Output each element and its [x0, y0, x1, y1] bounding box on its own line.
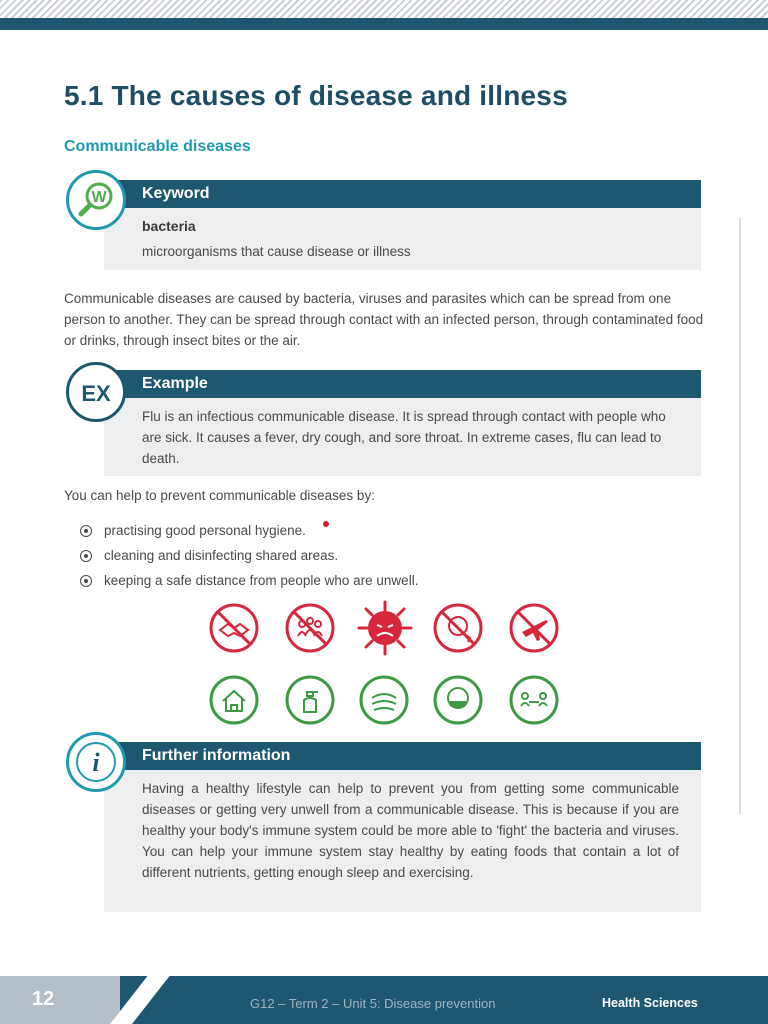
further-information-box: [104, 742, 701, 912]
example-box: [104, 370, 701, 476]
footer-unit-title: G12 – Term 2 – Unit 5: Disease prevention: [250, 996, 496, 1011]
bullet-icon: [80, 550, 92, 562]
keyword-magnifier-icon: [66, 170, 126, 230]
social-distance-icon: [508, 674, 560, 726]
virus-icon: [355, 598, 415, 658]
prevention-intro: You can help to prevent communicable diseases by:: [64, 488, 375, 503]
example-icon: [66, 362, 126, 422]
further-information-header: Further information: [104, 742, 701, 770]
page-title: 5.1 The causes of disease and illness: [64, 80, 568, 111]
info-icon: [66, 732, 126, 792]
further-information-text: Having a healthy lifestyle can help to prevent you from getting some communicable diseases or getting very unwell from a communicable disease. This is because if you are healthy your body's immune system could be more able to 'fight' the bacteria and viruses. You can help your immune system stay healthy by eating foods that contain a lot of different nutrients, getting enough sleep and exercising.: [142, 781, 679, 880]
prevention-list: [80, 518, 418, 593]
hand-washing-icon: [358, 674, 410, 726]
example-text: Flu is an infectious communicable disease. It is spread through contact with people who are sick. It causes a fever, dry cough, and sore throat. In extreme cases, flu can lead to death.: [142, 409, 666, 466]
list-item: practising good personal hygiene.: [80, 518, 418, 543]
page-footer: [0, 976, 768, 1024]
prohibited-actions-icons: [200, 602, 570, 662]
list-item: keeping a safe distance from people who are unwell.: [80, 568, 418, 593]
cursor-marker: [323, 521, 329, 527]
section-heading: Communicable diseases: [64, 138, 251, 155]
example-header: Example: [104, 370, 701, 398]
keyword-definition: microorganisms that cause disease or illness: [142, 244, 411, 259]
keyword-term: bacteria: [142, 218, 196, 234]
intro-paragraph: Communicable diseases are caused by bacteria, viruses and parasites which can be spread from one person to another. They can be spread through contact with an infected person, through contaminated food or drinks, through insect bites or the air.: [64, 291, 704, 348]
page-number: 12: [0, 976, 120, 1024]
no-crowds-icon: [284, 602, 336, 654]
recommended-actions-icons: [200, 674, 570, 734]
footer-subject: Health Sciences: [602, 996, 698, 1010]
example-badge-text: EX: [81, 381, 111, 406]
list-item: cleaning and disinfecting shared areas.: [80, 543, 418, 568]
bullet-icon: [80, 575, 92, 587]
keyword-header: Keyword: [104, 180, 701, 208]
keyword-box: [104, 180, 701, 270]
sanitizer-icon: [284, 674, 336, 726]
keyword-badge-letter: W: [91, 189, 107, 206]
info-badge-letter: i: [92, 748, 100, 777]
face-mask-icon: [432, 674, 484, 726]
top-bar: [0, 18, 768, 30]
top-hatch-decoration: [0, 0, 768, 18]
stay-home-icon: [208, 674, 260, 726]
bullet-icon: [80, 525, 92, 537]
no-face-touching-icon: [432, 602, 484, 654]
copyright-notice: [734, 218, 746, 814]
no-handshake-icon: [208, 602, 260, 654]
no-flying-icon: [508, 602, 560, 654]
